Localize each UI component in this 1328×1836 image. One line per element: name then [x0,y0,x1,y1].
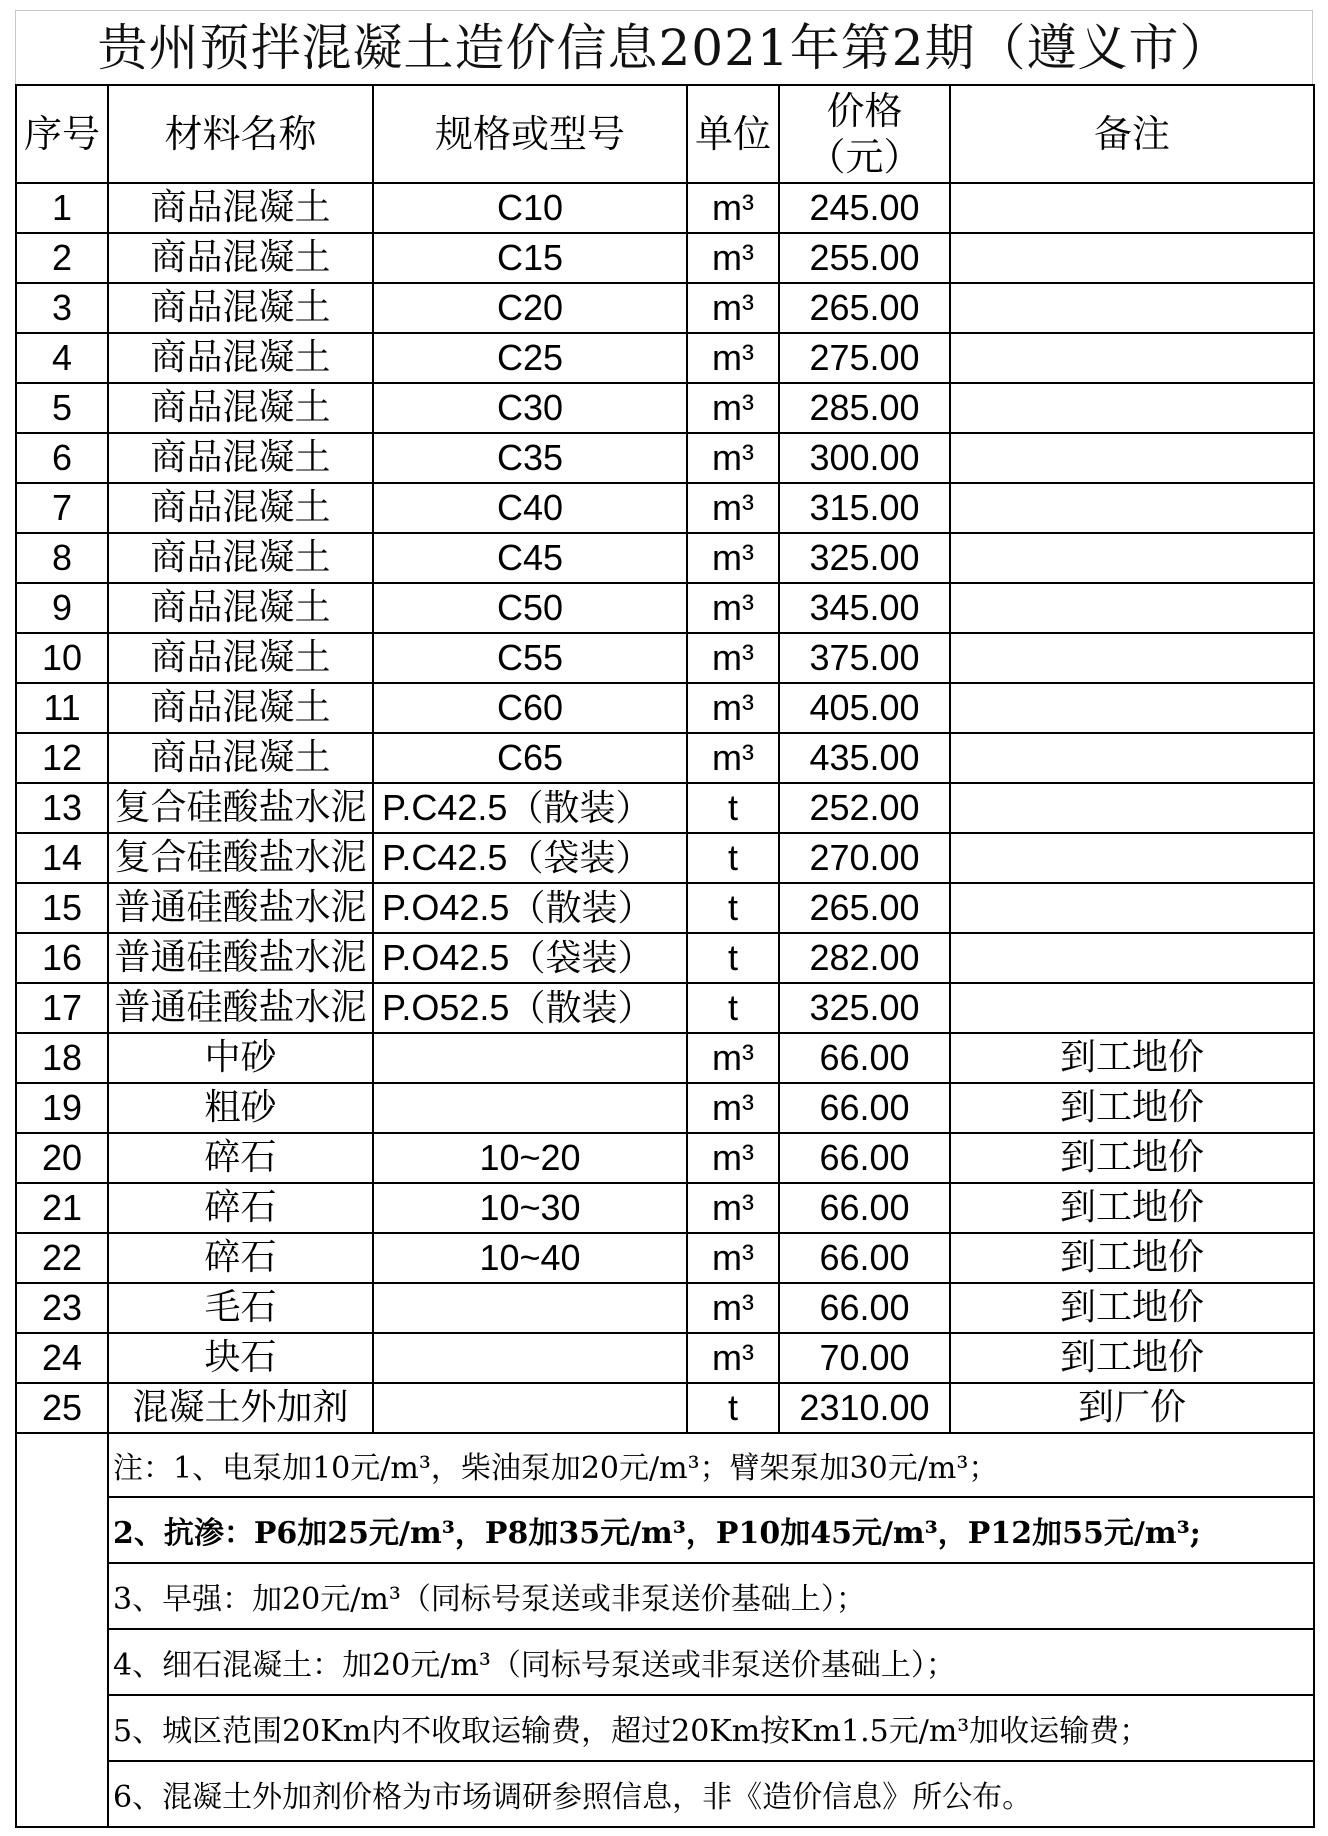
table-row [16,333,1314,383]
header-name: 材料名称 [108,85,373,183]
cell-price: 265.00 [779,883,950,933]
cell-price: 270.00 [779,833,950,883]
cell-price: 345.00 [779,583,950,633]
note-row [16,1629,1314,1695]
table-row [16,983,1314,1033]
table-row [16,533,1314,583]
cell-spec [373,1033,687,1083]
cell-name: 商品混凝土 [108,483,373,533]
table-row [16,633,1314,683]
cell-remark: 到工地价 [950,1083,1314,1133]
cell-remark: 到工地价 [950,1133,1314,1183]
cell-unit: t [687,833,779,883]
table-row [16,1133,1314,1183]
cell-name: 混凝土外加剂 [108,1383,373,1433]
cell-price: 375.00 [779,633,950,683]
cell-name: 商品混凝土 [108,233,373,283]
cell-name: 普通硅酸盐水泥 [108,883,373,933]
cell-spec: C50 [373,583,687,633]
table-row [16,1383,1314,1433]
cell-name: 复合硅酸盐水泥 [108,833,373,883]
cell-name: 复合硅酸盐水泥 [108,783,373,833]
cell-spec: C55 [373,633,687,683]
cell-no: 15 [16,883,108,933]
table-row [16,883,1314,933]
cell-spec: 10~40 [373,1233,687,1283]
cell-price: 245.00 [779,183,950,233]
cell-spec: C40 [373,483,687,533]
cell-unit: m³ [687,1083,779,1133]
cell-spec: P.C42.5（袋装） [373,833,687,883]
cell-name: 商品混凝土 [108,283,373,333]
cell-price: 405.00 [779,683,950,733]
cell-name: 商品混凝土 [108,683,373,733]
header-unit: 单位 [687,85,779,183]
cell-spec: C15 [373,233,687,283]
note-row [16,1761,1314,1827]
cell-spec: P.C42.5（散装） [373,783,687,833]
table-row [16,483,1314,533]
cell-spec: C35 [373,433,687,483]
cell-spec: C10 [373,183,687,233]
price-table [15,84,1315,1828]
cell-remark: 到工地价 [950,1233,1314,1283]
cell-no: 14 [16,833,108,883]
cell-remark [950,433,1314,483]
cell-no: 19 [16,1083,108,1133]
cell-unit: m³ [687,1183,779,1233]
note-text: 4、细石混凝土：加20元/m³（同标号泵送或非泵送价基础上）； [108,1629,1314,1695]
cell-price: 66.00 [779,1283,950,1333]
cell-no: 1 [16,183,108,233]
table-row [16,1233,1314,1283]
cell-remark [950,283,1314,333]
table-row [16,1333,1314,1383]
cell-no: 5 [16,383,108,433]
cell-remark [950,783,1314,833]
table-row [16,1183,1314,1233]
cell-name: 毛石 [108,1283,373,1333]
cell-spec: C45 [373,533,687,583]
cell-no: 9 [16,583,108,633]
cell-remark: 到工地价 [950,1333,1314,1383]
cell-no: 7 [16,483,108,533]
cell-unit: m³ [687,183,779,233]
cell-unit: m³ [687,233,779,283]
note-text: 注：1、电泵加10元/m³，柴油泵加20元/m³；臂架泵加30元/m³； [108,1433,1314,1497]
cell-price: 265.00 [779,283,950,333]
cell-spec: C20 [373,283,687,333]
cell-no: 13 [16,783,108,833]
cell-remark [950,583,1314,633]
cell-name: 块石 [108,1333,373,1383]
cell-no: 2 [16,233,108,283]
note-text: 3、早强：加20元/m³（同标号泵送或非泵送价基础上）； [108,1563,1314,1629]
cell-spec [373,1333,687,1383]
cell-remark [950,833,1314,883]
cell-price: 255.00 [779,233,950,283]
cell-no: 25 [16,1383,108,1433]
cell-unit: m³ [687,1033,779,1083]
header-spec: 规格或型号 [373,85,687,183]
cell-remark [950,383,1314,433]
cell-price: 66.00 [779,1133,950,1183]
cell-remark [950,233,1314,283]
cell-remark [950,483,1314,533]
cell-price: 435.00 [779,733,950,783]
cell-unit: m³ [687,283,779,333]
cell-no: 24 [16,1333,108,1383]
cell-price: 252.00 [779,783,950,833]
cell-unit: t [687,933,779,983]
page-title-box [15,10,1313,85]
cell-name: 商品混凝土 [108,633,373,683]
cell-spec [373,1383,687,1433]
cell-unit: t [687,983,779,1033]
cell-unit: m³ [687,683,779,733]
table-row [16,583,1314,633]
cell-remark [950,533,1314,583]
cell-remark [950,683,1314,733]
page-title: 贵州预拌混凝土造价信息2021年第2期（遵义市） [97,19,1231,77]
cell-unit: m³ [687,383,779,433]
cell-remark [950,183,1314,233]
table-row [16,783,1314,833]
table-row [16,183,1314,233]
cell-price: 70.00 [779,1333,950,1383]
cell-price: 285.00 [779,383,950,433]
table-row [16,433,1314,483]
cell-unit: m³ [687,333,779,383]
cell-no: 18 [16,1033,108,1083]
cell-price: 66.00 [779,1183,950,1233]
cell-unit: t [687,783,779,833]
table-row [16,683,1314,733]
cell-no: 3 [16,283,108,333]
cell-no: 20 [16,1133,108,1183]
table-row [16,1033,1314,1083]
cell-remark [950,733,1314,783]
table-row [16,383,1314,433]
cell-unit: m³ [687,1333,779,1383]
cell-spec: C65 [373,733,687,783]
cell-name: 商品混凝土 [108,733,373,783]
cell-unit: t [687,883,779,933]
note-text: 5、城区范围20Km内不收取运输费，超过20Km按Km1.5元/m³加收运输费； [108,1695,1314,1761]
cell-remark: 到工地价 [950,1033,1314,1083]
cell-price: 66.00 [779,1233,950,1283]
cell-unit: m³ [687,1233,779,1283]
cell-unit: m³ [687,733,779,783]
cell-name: 碎石 [108,1133,373,1183]
cell-price: 315.00 [779,483,950,533]
cell-no: 21 [16,1183,108,1233]
table-row [16,833,1314,883]
cell-remark [950,883,1314,933]
cell-no: 12 [16,733,108,783]
cell-spec: P.O42.5（散装） [373,883,687,933]
table-row [16,1283,1314,1333]
cell-spec: 10~30 [373,1183,687,1233]
cell-no: 16 [16,933,108,983]
cell-price: 275.00 [779,333,950,383]
table-row [16,733,1314,783]
note-spacer [16,1433,108,1827]
table-row [16,933,1314,983]
cell-unit: m³ [687,1133,779,1183]
header-price-line2: （元） [807,135,922,179]
cell-spec: 10~20 [373,1133,687,1183]
cell-spec: C30 [373,383,687,433]
cell-unit: t [687,1383,779,1433]
cell-unit: m³ [687,1283,779,1333]
note-text: 2、抗渗：P6加25元/m³，P8加35元/m³，P10加45元/m³，P12加55元/m³; [108,1497,1314,1563]
cell-spec [373,1083,687,1133]
cell-price: 66.00 [779,1083,950,1133]
cell-price: 2310.00 [779,1383,950,1433]
cell-price: 325.00 [779,983,950,1033]
cell-no: 6 [16,433,108,483]
cell-remark: 到厂价 [950,1383,1314,1433]
cell-name: 中砂 [108,1033,373,1083]
note-text: 6、混凝土外加剂价格为市场调研参照信息，非《造价信息》所公布。 [108,1761,1314,1827]
cell-name: 商品混凝土 [108,333,373,383]
cell-price: 66.00 [779,1033,950,1083]
cell-price: 282.00 [779,933,950,983]
cell-no: 8 [16,533,108,583]
note-row [16,1433,1314,1497]
cell-spec: C60 [373,683,687,733]
table-row [16,1083,1314,1133]
cell-name: 碎石 [108,1183,373,1233]
cell-no: 11 [16,683,108,733]
cell-no: 23 [16,1283,108,1333]
cell-unit: m³ [687,633,779,683]
cell-name: 商品混凝土 [108,183,373,233]
cell-remark [950,983,1314,1033]
cell-spec: P.O52.5（散装） [373,983,687,1033]
cell-name: 商品混凝土 [108,383,373,433]
note-row [16,1497,1314,1563]
note-row [16,1563,1314,1629]
cell-price: 300.00 [779,433,950,483]
cell-unit: m³ [687,483,779,533]
cell-name: 粗砂 [108,1083,373,1133]
cell-name: 普通硅酸盐水泥 [108,983,373,1033]
cell-unit: m³ [687,583,779,633]
table-row [16,233,1314,283]
cell-no: 4 [16,333,108,383]
header-price-line1: 价格 [826,89,903,133]
header-remark: 备注 [950,85,1314,183]
cell-name: 商品混凝土 [108,583,373,633]
header-price [779,85,950,183]
header-no: 序号 [16,85,108,183]
cell-remark [950,633,1314,683]
note-row [16,1695,1314,1761]
cell-spec: P.O42.5（袋装） [373,933,687,983]
cell-spec: C25 [373,333,687,383]
cell-name: 碎石 [108,1233,373,1283]
table-row [16,283,1314,333]
cell-name: 普通硅酸盐水泥 [108,933,373,983]
cell-remark [950,933,1314,983]
cell-remark: 到工地价 [950,1283,1314,1333]
cell-unit: m³ [687,433,779,483]
cell-no: 17 [16,983,108,1033]
cell-remark: 到工地价 [950,1183,1314,1233]
cell-spec [373,1283,687,1333]
cell-unit: m³ [687,533,779,583]
cell-no: 10 [16,633,108,683]
cell-name: 商品混凝土 [108,533,373,583]
header-row [16,85,1314,183]
cell-no: 22 [16,1233,108,1283]
cell-name: 商品混凝土 [108,433,373,483]
cell-remark [950,333,1314,383]
cell-price: 325.00 [779,533,950,583]
